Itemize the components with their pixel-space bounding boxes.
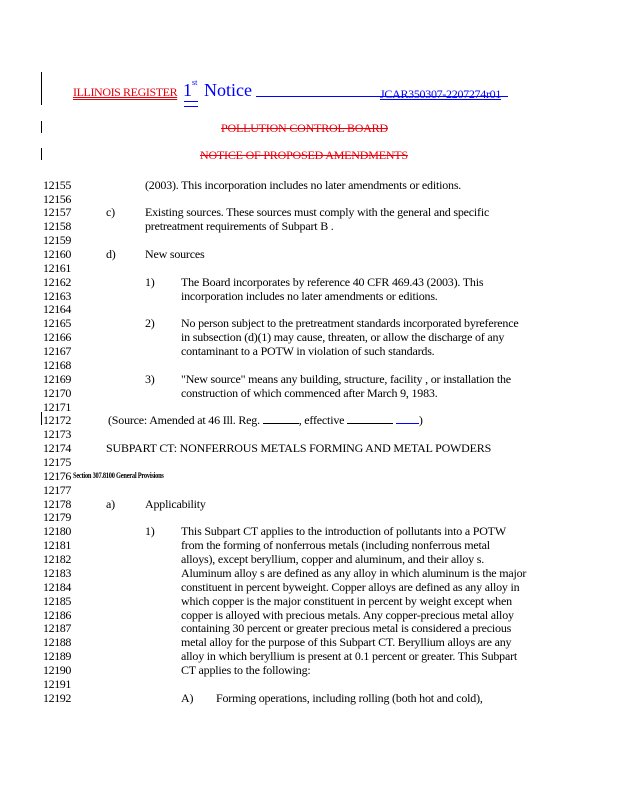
subpart-heading: SUBPART CT: NONFERROUS METALS FORMING AND METAL POWDERS — [106, 441, 492, 455]
paragraph-text: CT applies to the following: — [181, 663, 311, 677]
line-number: 12161 — [43, 261, 72, 275]
subsection-label: a) — [106, 497, 115, 511]
paragraph-text: alloys), except beryllium, copper and aluminum, and their alloy s. — [181, 552, 485, 566]
page-number-underline — [184, 101, 198, 107]
line-number: 12166 — [43, 330, 72, 344]
paragraph-text: Forming operations, including rolling (both hot and cold), — [216, 691, 483, 705]
subsection-label: 1) — [145, 275, 155, 289]
register-blank — [263, 413, 299, 424]
paragraph-text: Existing sources. These sources must comply with the general and specific — [145, 205, 490, 219]
line-number: 12174 — [43, 441, 72, 455]
inserted-blank — [396, 413, 419, 424]
paragraph-text: from the forming of nonferrous metals (including nonferrous metal — [181, 538, 490, 552]
line-number: 12171 — [43, 400, 72, 414]
paragraph-text: The Board incorporates by reference 40 CFR 469.43 (2003). This — [181, 275, 484, 289]
line-number: 12175 — [43, 455, 72, 469]
line-number: 12187 — [43, 621, 72, 635]
paragraph-text: No person subject to the pretreatment standards incorporated byreference — [181, 316, 519, 330]
line-number: 12186 — [43, 608, 72, 622]
subsection-label: A) — [181, 691, 194, 705]
revision-bar — [41, 72, 42, 105]
line-number: 12182 — [43, 552, 72, 566]
paragraph-text: This Subpart CT applies to the introduction of pollutants into a POTW — [181, 524, 506, 538]
board-title: POLLUTION CONTROL BOARD — [221, 121, 388, 135]
line-number: 12159 — [43, 233, 72, 247]
notice-label: Notice — [204, 80, 252, 100]
line-number: 12160 — [43, 247, 72, 261]
paragraph-text: Aluminum alloy s are defined as any alloy in which aluminum is the major — [181, 566, 527, 580]
date-blank — [347, 413, 393, 424]
line-number: 12169 — [43, 372, 72, 386]
line-number: 12163 — [43, 289, 72, 303]
paragraph-text: (2003). This incorporation includes no later amendments or editions. — [145, 178, 462, 192]
notice-title: NOTICE OF PROPOSED AMENDMENTS — [200, 148, 408, 162]
line-number: 12156 — [43, 192, 72, 206]
line-number: 12178 — [43, 497, 72, 511]
source-note: (Source: Amended at 46 Ill. Reg. , effective ) — [108, 413, 423, 427]
paragraph-text: constituent in percent byweight. Copper alloys are defined as any alloy in — [181, 580, 520, 594]
paragraph-text: construction of which commenced after March 9, 1983. — [181, 386, 438, 400]
line-number: 12158 — [43, 219, 72, 233]
line-number: 12181 — [43, 538, 72, 552]
subsection-label: 3) — [145, 372, 155, 386]
line-number: 12162 — [43, 275, 72, 289]
line-number: 12191 — [43, 677, 72, 691]
paragraph-text: New sources — [145, 247, 205, 261]
subsection-label: c) — [106, 205, 115, 219]
line-number: 12183 — [43, 566, 72, 580]
paragraph-text: containing 30 percent or greater precious metal is considered a precious — [181, 621, 512, 635]
line-number: 12189 — [43, 649, 72, 663]
line-number: 12155 — [43, 178, 72, 192]
paragraph-text: in subsection (d)(1) may cause, threaten, or allow the discharge of any — [181, 330, 505, 344]
line-number: 12184 — [43, 580, 72, 594]
paragraph-text: "New source" means any building, structure, facility , or installation the — [181, 372, 511, 386]
revision-bar — [41, 412, 42, 425]
line-number: 12190 — [43, 663, 72, 677]
line-number: 12192 — [43, 691, 72, 705]
subsection-label: d) — [106, 247, 116, 261]
line-number: 12188 — [43, 635, 72, 649]
jcar-code: JCAR350307-2207274r01 — [380, 87, 502, 101]
section-heading: Section 307.8100 General Provisions — [73, 471, 164, 480]
line-number: 12173 — [43, 427, 72, 441]
paragraph-text: Applicability — [145, 497, 206, 511]
page-number: 1st — [183, 78, 198, 100]
line-number: 12164 — [43, 302, 72, 316]
line-number: 12176 — [43, 469, 72, 483]
line-number: 12180 — [43, 524, 72, 538]
line-number: 12165 — [43, 316, 72, 330]
line-number: 12168 — [43, 358, 72, 372]
paragraph-text: contaminant to a POTW in violation of such standards. — [181, 344, 435, 358]
paragraph-text: metal alloy for the purpose of this Subpart CT. Beryllium alloys are any — [181, 635, 512, 649]
register-title: ILLINOIS REGISTER — [73, 85, 178, 99]
line-number: 12167 — [43, 344, 72, 358]
line-number: 12172 — [43, 413, 72, 427]
paragraph-text: incorporation includes no later amendments or editions. — [181, 289, 438, 303]
revision-bar — [41, 148, 42, 160]
paragraph-text: pretreatment requirements of Subpart B . — [145, 219, 334, 233]
line-number: 12170 — [43, 386, 72, 400]
subsection-label: 1) — [145, 524, 155, 538]
paragraph-text: alloy in which beryllium is present at 0.1 percent or greater. This Subpart — [181, 649, 518, 663]
revision-bar — [41, 121, 42, 133]
line-number: 12185 — [43, 594, 72, 608]
paragraph-text: which copper is the major constituent in percent by weight except when — [181, 594, 512, 608]
paragraph-text: copper is alloyed with precious metals. Any copper-precious metal alloy — [181, 608, 514, 622]
line-number: 12157 — [43, 205, 72, 219]
line-number: 12177 — [43, 483, 72, 497]
subsection-label: 2) — [145, 316, 155, 330]
line-number: 12179 — [43, 510, 72, 524]
